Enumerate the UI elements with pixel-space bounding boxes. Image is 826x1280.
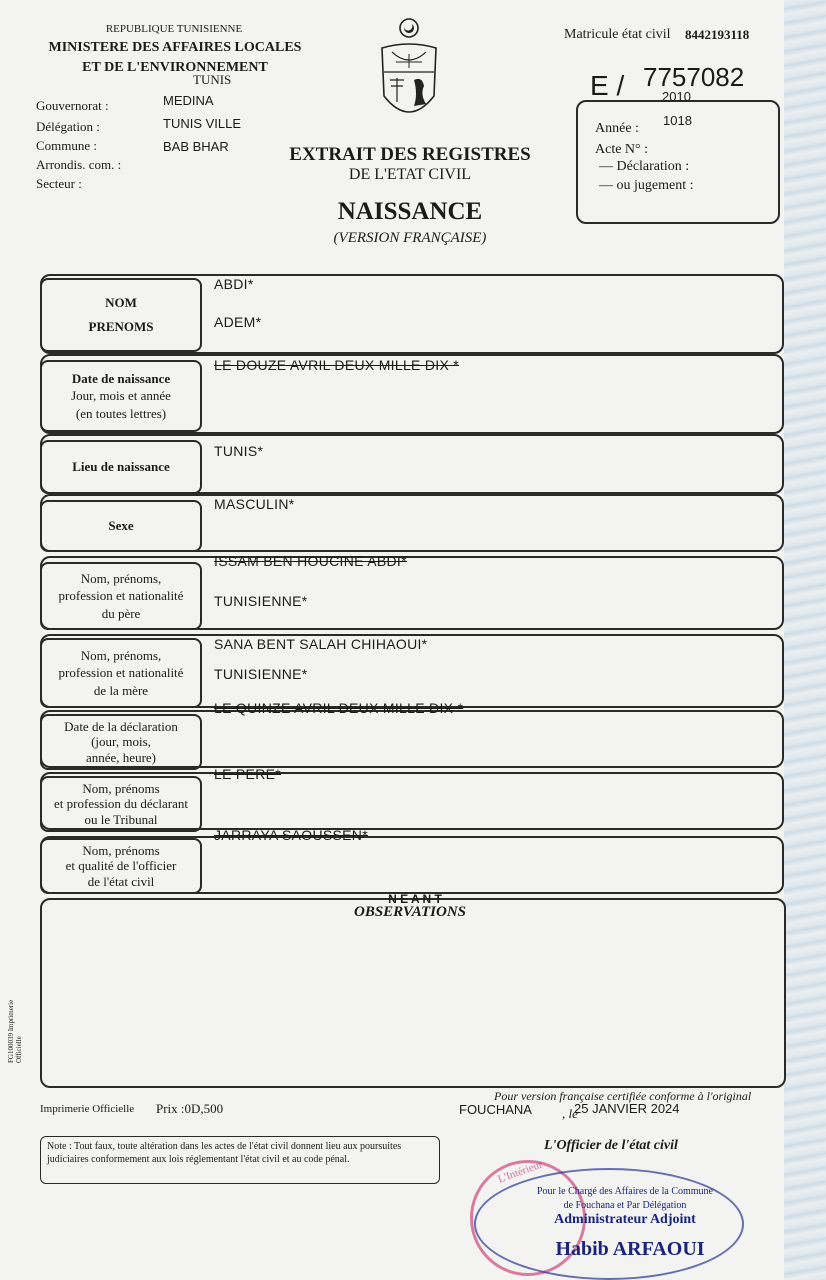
naissance-label-1: Date de naissance <box>71 370 171 386</box>
lieu-label: Lieu de naissance <box>40 440 202 494</box>
commune-label: Commune : <box>36 138 98 153</box>
mere-value-2: TUNISIENNE* <box>214 666 308 682</box>
jugement-label: — ou jugement : <box>599 178 694 193</box>
officier-label-1: Nom, prénoms <box>82 842 160 858</box>
row-declarant-label <box>40 776 202 832</box>
naissance-label-3: (en toutes lettres) <box>75 405 167 421</box>
legal-note: Note : Tout faux, toute altération dans les actes de l'état civil donnent lieu aux poursuites judiciaires conformement aux lois réglementant l'état civil et au code pénal. <box>40 1136 440 1184</box>
secteur-label: Secteur : <box>36 176 82 191</box>
sexe-label: Sexe <box>40 500 202 552</box>
declaration-label-1: Date de la déclaration <box>64 718 178 734</box>
coat-of-arms-icon <box>378 16 440 132</box>
acte-value: 1018 <box>663 113 692 128</box>
side-code: FG100039 Imprimerie Officielle <box>7 999 23 1063</box>
signatory-name: Habib ARFAOUI <box>555 1238 705 1260</box>
mere-label-2: profession et nationalité <box>58 665 184 681</box>
lieu-value: TUNIS* <box>214 443 264 459</box>
declarant-label-1: Nom, prénoms <box>82 780 160 796</box>
security-strip <box>784 0 826 1280</box>
serial-number: 7757082 <box>643 62 745 92</box>
row-naissance-label <box>40 360 202 432</box>
observations-box <box>40 898 786 1088</box>
ministry-line2: ET DE L'ENVIRONNEMENT <box>82 60 268 75</box>
pere-value-1: ISSAM BEN HOUCINE ABDI* <box>214 553 407 569</box>
stamp-line3: Administrateur Adjoint <box>554 1212 696 1227</box>
price-label: Prix :0D,500 <box>156 1101 224 1116</box>
matricule-label: Matricule état civil <box>564 27 671 42</box>
stamp-line1: Pour le Chargé des Affaires de la Commune <box>537 1186 713 1197</box>
pere-label-3: du père <box>101 605 141 621</box>
serial-prefix: E / <box>590 70 625 101</box>
officier-value: JARRAYA SAOUSSEN* <box>214 827 368 843</box>
acte-label: Acte N° : <box>595 142 649 157</box>
stamp-line2: de Fouchana et Par Délégation <box>563 1200 687 1211</box>
observations-value: N E A N T <box>388 892 442 906</box>
row-nom-label <box>40 278 202 352</box>
sexe-value: MASCULIN* <box>214 496 295 512</box>
delegation-label: Délégation : <box>36 119 100 134</box>
row-mere-label <box>40 638 202 708</box>
naissance-label-2: Jour, mois et année <box>71 388 171 404</box>
round-stamp-text: L'Intérieur <box>496 1158 545 1186</box>
pere-label-1: Nom, prénoms, <box>80 570 162 586</box>
delegation-value: MEDINA <box>163 93 214 108</box>
officer-title: L'Officier de l'état civil <box>544 1138 678 1153</box>
gouvernorat-label: Gouvernorat : <box>36 98 109 113</box>
issue-le: , le <box>562 1106 578 1121</box>
matricule-value: 8442193118 <box>685 27 750 42</box>
mere-value-1: SANA BENT SALAH CHIHAOUI* <box>214 636 428 652</box>
gouvernorat-value: TUNIS <box>193 72 232 87</box>
document-type: NAISSANCE <box>337 198 483 225</box>
naissance-value: LE DOUZE AVRIL DEUX MILLE DIX * <box>214 357 460 373</box>
printer-label: Imprimerie Officielle <box>40 1103 135 1115</box>
declaration-value: LE QUINZE AVRIL DEUX MILLE DIX * <box>214 700 464 716</box>
row-pere-label <box>40 562 202 630</box>
arrondis-label: Arrondis. com. : <box>36 157 122 172</box>
title-line2: DE L'ETAT CIVIL <box>348 166 472 183</box>
pere-label-2: profession et nationalité <box>58 588 184 604</box>
declaration-label-2: (jour, mois, <box>91 734 151 750</box>
declaration-label-3: année, heure) <box>85 749 156 765</box>
republic-label: REPUBLIQUE TUNISIENNE <box>105 23 243 35</box>
declarant-label-3: ou le Tribunal <box>84 811 158 827</box>
row-declaration-label <box>40 714 202 770</box>
nom-label: NOM <box>105 295 137 311</box>
issue-date: 25 JANVIER 2024 <box>574 1101 680 1116</box>
commune-value: TUNIS VILLE <box>163 116 242 131</box>
declarant-label-2: et profession du déclarant <box>54 796 188 812</box>
row-officier-label <box>40 838 202 894</box>
officier-label-3: de l'état civil <box>87 873 155 889</box>
pere-value-2: TUNISIENNE* <box>214 593 308 609</box>
mere-label-3: de la mère <box>93 682 149 698</box>
annee-label: Année : <box>595 121 639 136</box>
declaration-label: — Déclaration : <box>599 159 690 174</box>
officier-label-2: et qualité de l'officier <box>65 858 177 874</box>
prenoms-label: PRENOMS <box>88 319 154 334</box>
observations-title: OBSERVATIONS <box>354 904 466 920</box>
prenoms-value: ADEM* <box>214 314 262 330</box>
document-version: (VERSION FRANÇAISE) <box>333 230 487 246</box>
title-line1: EXTRAIT DES REGISTRES <box>289 144 531 165</box>
issue-place: FOUCHANA <box>459 1102 532 1117</box>
certified-note: Pour version française certifiée conforme à l'original <box>494 1089 752 1103</box>
annee-value: 2010 <box>662 89 691 104</box>
arrondis-value: BAB BHAR <box>163 139 229 154</box>
declarant-value: LE PERE* <box>214 766 281 782</box>
nom-value: ABDI* <box>214 276 254 292</box>
mere-label-1: Nom, prénoms, <box>80 647 162 663</box>
ministry-line1: MINISTERE DES AFFAIRES LOCALES <box>48 40 302 55</box>
